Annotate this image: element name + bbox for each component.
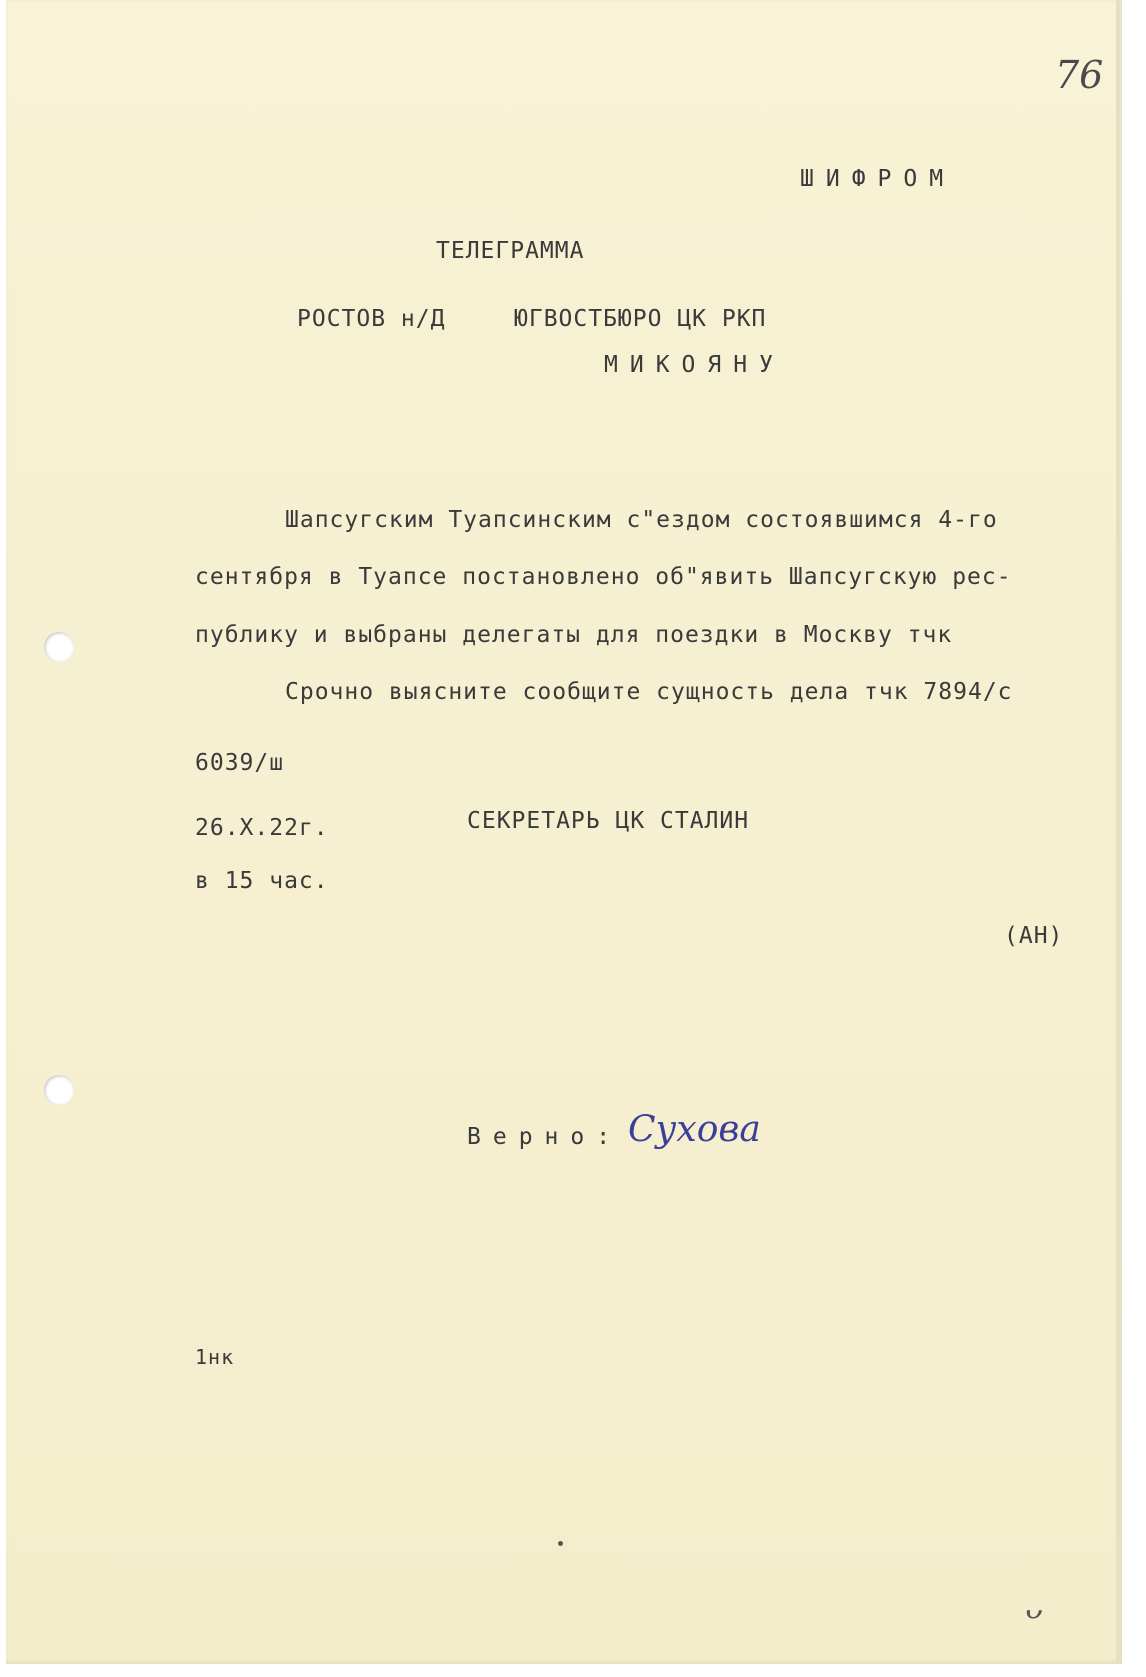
document-title: ТЕЛЕГРАММА — [436, 238, 585, 264]
body-line: Шапсугским Туапсинским с"ездом состоявшимся 4-го — [285, 507, 998, 533]
page-number: 76 — [1055, 53, 1104, 97]
document-date: 26.Х.22г. — [195, 815, 329, 841]
body-line: сентября в Туапсе постановлено об"явить Шапсугскую рес- — [195, 564, 1012, 590]
body-line: Срочно выясните сообщите сущность дела тчк 7894/с — [285, 679, 1013, 705]
certified-label: Верно: — [467, 1124, 623, 1150]
addressee: МИКОЯНУ — [604, 352, 785, 378]
footer-code: 1нк — [195, 1345, 235, 1369]
certified-signature: Сухова — [628, 1109, 761, 1150]
destination-city: РОСТОВ н/Д — [297, 306, 446, 332]
document-time: в 15 час. — [195, 868, 329, 894]
ink-speck — [558, 1541, 563, 1546]
body-line: публику и выбраны делегаты для поездки в Москву тчк — [195, 622, 953, 648]
pencil-mark: ᴗ — [1024, 1591, 1043, 1626]
signature-line: СЕКРЕТАРЬ ЦК СТАЛИН — [467, 808, 750, 834]
reference-number: 6039/ш — [195, 750, 285, 776]
destination-org: ЮГВОСТБЮРО ЦК РКП — [514, 306, 767, 332]
typist-initials: (АН) — [1004, 923, 1064, 949]
punch-hole-bottom — [44, 1075, 74, 1105]
punch-hole-top — [44, 632, 74, 662]
sheet-edge — [1116, 0, 1120, 1664]
cipher-label: ШИФРОМ — [800, 166, 956, 192]
